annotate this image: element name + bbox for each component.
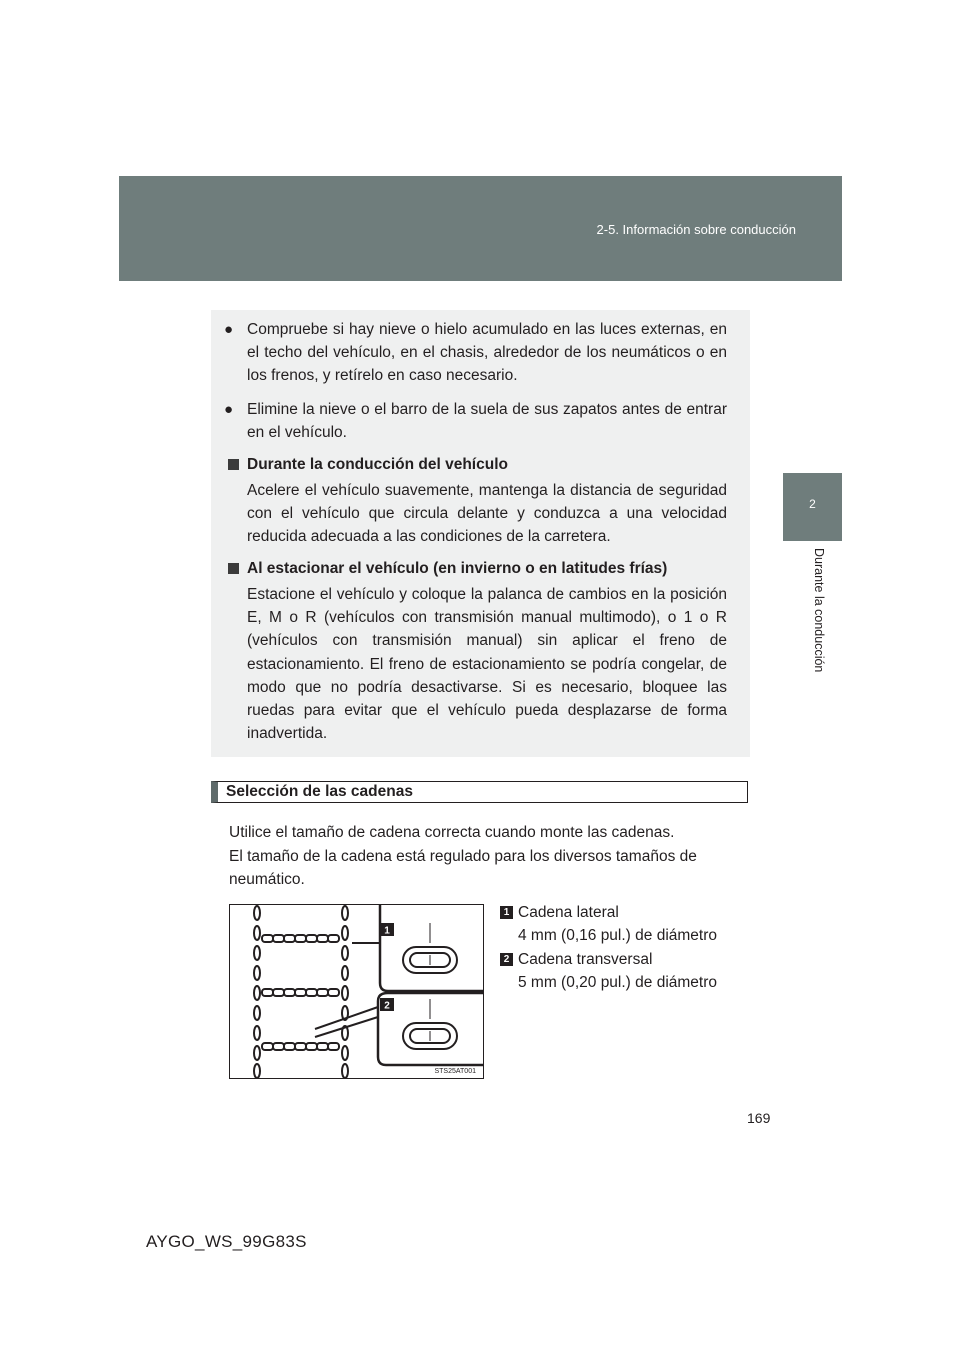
page-number: 169 bbox=[747, 1110, 771, 1126]
chapter-tab bbox=[783, 473, 842, 541]
side-chain-left bbox=[254, 906, 260, 1078]
square-bullet-icon bbox=[228, 459, 239, 470]
chain-diagram bbox=[230, 905, 483, 1078]
header-band bbox=[119, 176, 842, 281]
callout-2-label: 2 bbox=[384, 1000, 390, 1012]
bullet-text: Compruebe si hay nieve o hielo acumulado en las luces externas, en el techo del vehículo, en el chasis, alrededor de los neumáticos o en los frenos, y retírelo en caso necesario. bbox=[247, 321, 727, 384]
intro-line-2: El tamaño de la cadena está regulado para los diversos tamaños de neumático. bbox=[229, 848, 697, 888]
driving-text: Acelere el vehículo suavemente, mantenga la distancia de seguridad con el vehículo que circula delante y conduzca a una velocidad reducida adecuada a las condiciones de la carretera. bbox=[247, 482, 727, 546]
bullet-item bbox=[224, 318, 727, 387]
document-code: AYGO_WS_99G83S bbox=[146, 1232, 307, 1251]
callout-1-label: 1 bbox=[384, 925, 390, 937]
parking-text: Estacione el vehículo y coloque la palanca de cambios en la posición E, M o R (vehículos con transmisión manual multimodo), o 1 o R (vehículos con transmisión manual) sin aplicar el freno de estacionamiento. El freno de estacionamiento se podría congelar, de modo que no podría desactivarse. Si es necesario, bloquee las ruedas para evitar que el vehículo pueda desplazarse de forma inadvertida. bbox=[247, 586, 727, 743]
legend-name: Cadena transversal bbox=[518, 951, 653, 968]
section-title: Selección de las cadenas bbox=[211, 781, 748, 803]
legend-badge-1: 1 bbox=[500, 906, 513, 919]
chapter-number: 2 bbox=[809, 497, 816, 511]
cross-chain-3 bbox=[262, 1043, 339, 1050]
parking-heading: Al estacionar el vehículo (en invierno o en latitudes frías) bbox=[247, 557, 667, 580]
legend-item-1 bbox=[500, 901, 717, 947]
chain-illustration bbox=[229, 904, 484, 1079]
bullet-text: Elimine la nieve o el barro de la suela de sus zapatos antes de entrar en el vehículo. bbox=[247, 401, 727, 441]
header-section-title: 2-5. Información sobre conducción bbox=[596, 222, 796, 237]
figure-code: STS25AT001 bbox=[434, 1068, 476, 1075]
square-bullet-icon bbox=[228, 563, 239, 574]
bullet-item bbox=[224, 398, 727, 444]
legend-detail: 5 mm (0,20 pul.) de diámetro bbox=[518, 974, 718, 991]
chapter-label: Durante la conducción bbox=[812, 548, 826, 673]
bullet-dot-icon: ● bbox=[224, 321, 234, 338]
legend-badge-2: 2 bbox=[500, 953, 513, 966]
legend-name: Cadena lateral bbox=[518, 904, 619, 921]
cross-chain-2 bbox=[262, 989, 339, 996]
intro-line-1: Utilice el tamaño de cadena correcta cuando monte las cadenas. bbox=[229, 824, 675, 841]
side-chain-right bbox=[342, 906, 348, 1078]
legend-detail: 4 mm (0,16 pul.) de diámetro bbox=[518, 927, 718, 944]
bullet-dot-icon: ● bbox=[224, 401, 234, 418]
legend-item-2 bbox=[500, 948, 717, 994]
driving-heading: Durante la conducción del vehículo bbox=[247, 453, 508, 476]
cross-chain-1 bbox=[262, 935, 339, 942]
